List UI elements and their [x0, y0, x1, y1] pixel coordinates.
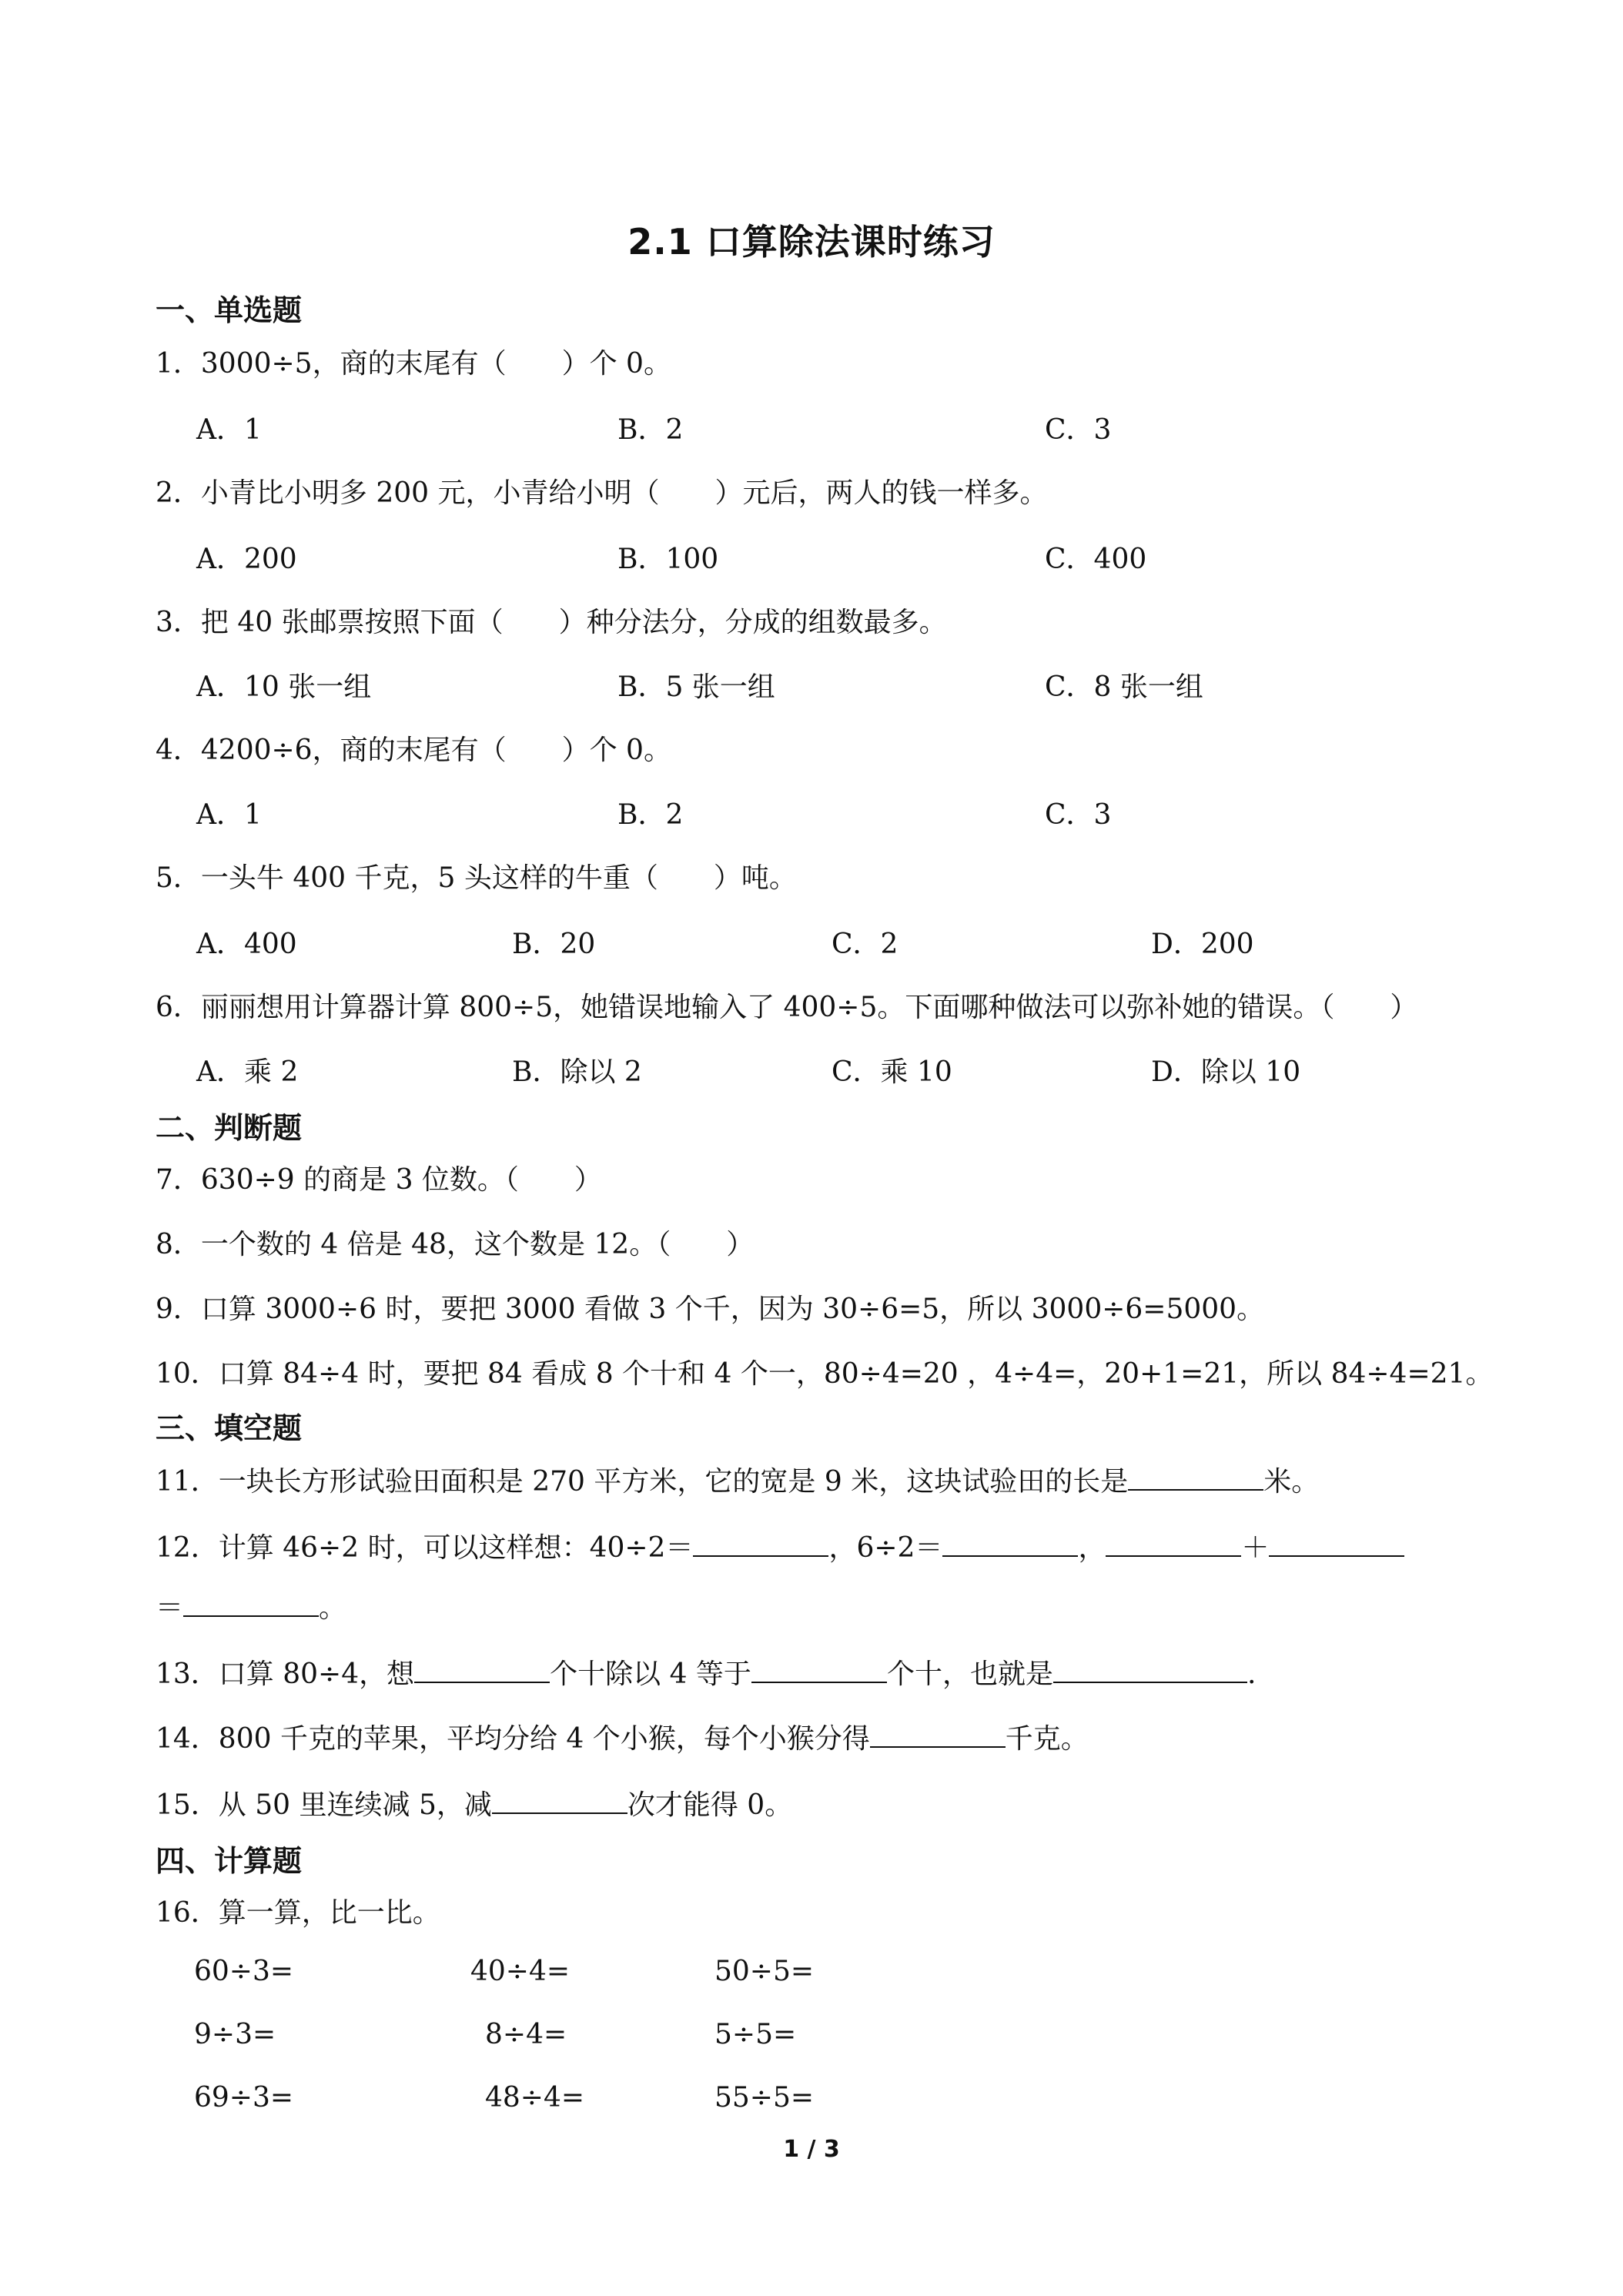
question-13 — [156, 1652, 1256, 1692]
q12-text-3: ， — [1078, 1532, 1106, 1564]
q5-option-d: D．200 — [1151, 929, 1254, 960]
q12-blank-3[interactable] — [1106, 1532, 1241, 1557]
q13-blank-3[interactable] — [1053, 1658, 1247, 1683]
section-heading-fill-blank: 三、填空题 — [156, 1411, 303, 1445]
q4-option-c: C．3 — [1045, 799, 1112, 831]
q13-blank-1[interactable] — [414, 1658, 550, 1683]
q3-option-b: B．5 张一组 — [617, 671, 775, 703]
question-6: 6．丽丽想用计算器计算 800÷5，她错误地输入了 400÷5。下面哪种做法可以弥补她的错误。（ ） — [156, 992, 1418, 1023]
calc-item: 40÷4= — [470, 1956, 571, 1987]
q13-text-4: . — [1247, 1658, 1257, 1690]
question-2: 2．小青比小明多 200 元，小青给小明（ ）元后，两人的钱一样多。 — [156, 477, 1048, 509]
page-number: 1 / 3 — [783, 2136, 840, 2163]
question-8: 8．一个数的 4 倍是 48，这个数是 12。（ ） — [156, 1229, 755, 1260]
question-1: 1．3000÷5，商的末尾有（ ）个 0。 — [156, 348, 671, 380]
section-heading-single-choice: 一、单选题 — [156, 293, 303, 327]
q2-option-c: C．400 — [1045, 544, 1147, 575]
q11-text: 11．一块长方形试验田面积是 270 平方米，它的宽是 9 米，这块试验田的长是 — [156, 1466, 1129, 1498]
q1-option-b: B．2 — [617, 414, 684, 446]
question-5: 5．一头牛 400 千克，5 头这样的牛重（ ）吨。 — [156, 862, 797, 894]
calc-item: 50÷5= — [714, 1956, 815, 1987]
q11-answer-blank[interactable] — [1128, 1466, 1263, 1491]
question-12 — [156, 1526, 1404, 1565]
q12-text-1: 12．计算 46÷2 时，可以这样想：40÷2＝ — [156, 1532, 694, 1564]
q1-option-c: C．3 — [1045, 414, 1112, 446]
q12-text-4: ＋ — [1241, 1532, 1270, 1564]
q14-unit: 千克。 — [1005, 1723, 1089, 1755]
section-heading-calculation: 四、计算题 — [156, 1844, 303, 1878]
page-title: 2.1 口算除法课时练习 — [627, 221, 996, 263]
q12-blank-4[interactable] — [1269, 1532, 1404, 1557]
q13-text-3: 个十，也就是 — [886, 1658, 1053, 1690]
question-14 — [156, 1717, 1089, 1756]
q1-option-a: A．1 — [196, 414, 262, 446]
q4-option-a: A．1 — [196, 799, 262, 831]
calc-item: 5÷5= — [714, 2019, 797, 2050]
question-9: 9．口算 3000÷6 时，要把 3000 看做 3 个千，因为 30÷6=5，所以 3000÷6=5000。 — [156, 1294, 1265, 1325]
q14-text: 14．800 千克的苹果，平均分给 4 个小猴，每个小猴分得 — [156, 1723, 870, 1755]
q13-blank-2[interactable] — [751, 1658, 887, 1683]
question-11 — [156, 1460, 1319, 1499]
calc-item: 60÷3= — [194, 1956, 294, 1987]
q15-text-end: 次才能得 0。 — [627, 1789, 793, 1821]
question-3: 3．把 40 张邮票按照下面（ ）种分法分，分成的组数最多。 — [156, 607, 947, 638]
q11-unit: 米。 — [1263, 1466, 1320, 1498]
question-15 — [156, 1783, 792, 1822]
calc-item: 48÷4= — [485, 2082, 585, 2114]
q4-option-b: B．2 — [617, 799, 684, 831]
q5-option-c: C．2 — [832, 929, 899, 960]
calc-item: 8÷4= — [485, 2019, 567, 2050]
question-16: 16．算一算，比一比。 — [156, 1897, 440, 1929]
calc-item: 69÷3= — [194, 2082, 294, 2114]
q6-option-b: B．除以 2 — [512, 1056, 642, 1088]
q6-option-a: A．乘 2 — [196, 1056, 299, 1088]
question-10: 10．口算 84÷4 时，要把 84 看成 8 个十和 4 个一，80÷4=20 ，4÷4=，20+1=21，所以 84÷4=21。 — [156, 1358, 1494, 1390]
q12-text-6: 。 — [319, 1592, 347, 1624]
question-12-continued — [156, 1586, 346, 1625]
q13-text-1: 13．口算 80÷4，想 — [156, 1658, 415, 1690]
q12-blank-5[interactable] — [183, 1592, 319, 1617]
q2-option-a: A．200 — [196, 544, 297, 575]
q5-option-b: B．20 — [512, 929, 596, 960]
q2-option-b: B．100 — [617, 544, 719, 575]
calc-item: 9÷3= — [194, 2019, 276, 2050]
q15-answer-blank[interactable] — [492, 1789, 627, 1814]
section-heading-true-false: 二、判断题 — [156, 1111, 303, 1145]
q14-answer-blank[interactable] — [870, 1723, 1006, 1748]
q12-blank-1[interactable] — [693, 1532, 828, 1557]
q12-blank-2[interactable] — [942, 1532, 1078, 1557]
q12-text-5: ＝ — [156, 1592, 184, 1624]
q15-text: 15．从 50 里连续减 5，减 — [156, 1789, 492, 1821]
question-7: 7．630÷9 的商是 3 位数。（ ） — [156, 1164, 602, 1196]
q6-option-c: C．乘 10 — [832, 1056, 952, 1088]
q3-option-a: A．10 张一组 — [196, 671, 372, 703]
q6-option-d: D．除以 10 — [1151, 1056, 1301, 1088]
q5-option-a: A．400 — [196, 929, 297, 960]
question-4: 4．4200÷6，商的末尾有（ ）个 0。 — [156, 735, 671, 766]
q13-text-2: 个十除以 4 等于 — [550, 1658, 751, 1690]
q12-text-2: ，6÷2＝ — [828, 1532, 943, 1564]
q3-option-c: C．8 张一组 — [1045, 671, 1203, 703]
calc-item: 55÷5= — [714, 2082, 815, 2114]
